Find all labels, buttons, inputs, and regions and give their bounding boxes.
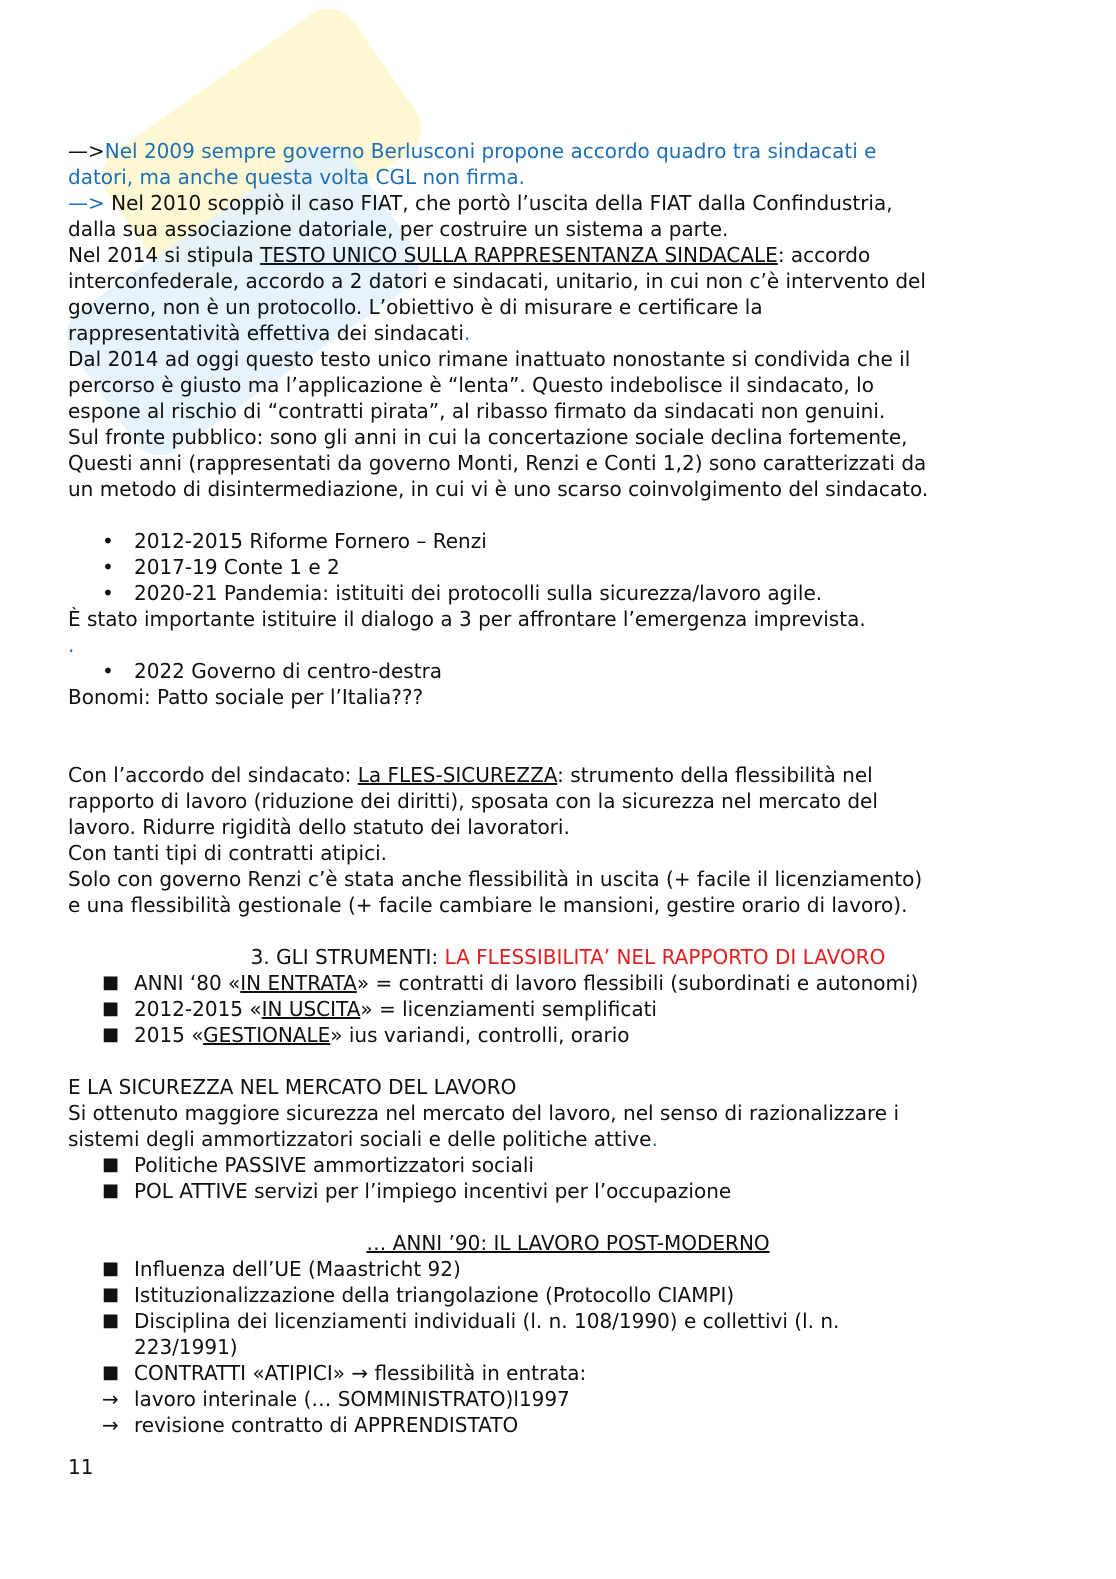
- text-span: Dal 2014 ad oggi questo testo unico rimane inattuato nonostante si condivida che il: [68, 347, 911, 371]
- list-item-text: [102, 1413, 518, 1437]
- list-item: [68, 996, 1068, 1022]
- text-line: [68, 450, 1068, 476]
- text-span: un metodo di disintermediazione, in cui vi è uno scarso coinvolgimento del sindacato.: [68, 477, 929, 501]
- square-bullet-icon: ■: [102, 972, 120, 993]
- text-span: interconfederale, accordo a 2 datori e sindacati, unitario, in cui non c’è intervento del: [68, 269, 926, 293]
- list-item-text: [102, 971, 918, 995]
- dot-bullet-icon: •: [102, 659, 114, 683]
- text-line: [68, 190, 1068, 216]
- text-span: Bonomi: Patto sociale per l’Italia???: [68, 685, 424, 709]
- underlined-text: La FLES-SICUREZZA: [357, 763, 558, 787]
- text-span: datori, ma anche questa volta CGL non firma.: [68, 165, 525, 189]
- text-span: 2022 Governo di centro-destra: [134, 659, 443, 683]
- text-span: percorso è giusto ma l’applicazione è “lenta”. Questo indebolisce il sindacato, lo: [68, 373, 874, 397]
- text-span: Istituzionalizzazione della triangolazione (Protocollo CIAMPI): [134, 1283, 735, 1307]
- text-line: [68, 1074, 1068, 1100]
- text-span: Nel 2014 si stipula: [68, 243, 261, 267]
- text-span: » ius variandi, controlli, orario: [330, 1023, 630, 1047]
- text-line: [68, 606, 1068, 632]
- text-line: [68, 814, 1068, 840]
- text-line: [68, 476, 1068, 502]
- text-span: : accordo: [777, 243, 871, 267]
- text-span: .: [651, 1127, 658, 1151]
- list-item: [68, 1360, 1068, 1386]
- text-line: [68, 684, 1068, 710]
- list-item: [68, 1412, 1068, 1438]
- text-line: [68, 320, 1068, 346]
- text-line: [68, 138, 1068, 164]
- list-item: [68, 528, 1068, 554]
- text-span: » = licenziamenti semplificati: [360, 997, 657, 1021]
- text-span: Con tanti tipi di contratti atipici.: [68, 841, 388, 865]
- text-span: —>: [68, 191, 112, 215]
- underlined-text: TESTO UNICO SULLA RAPPRESENTANZA SINDACALE: [260, 243, 778, 267]
- square-bullet-icon: ■: [102, 1024, 120, 1045]
- dot-bullet-icon: •: [102, 581, 114, 605]
- list-item-text: [102, 1387, 570, 1411]
- text-span: 3. GLI STRUMENTI:: [250, 945, 445, 969]
- list-item: [68, 1308, 1068, 1334]
- text-line: [68, 632, 1068, 658]
- list-item: [68, 1178, 1068, 1204]
- text-span: Politiche PASSIVE ammortizzatori sociali: [134, 1153, 534, 1177]
- list-item-text: [102, 997, 657, 1021]
- text-span: 2012-2015 Riforme Fornero – Renzi: [134, 529, 487, 553]
- underlined-text: IN ENTRATA: [240, 971, 357, 995]
- text-span: Nel 2009 sempre governo Berlusconi propone accordo quadro tra sindacati e: [104, 139, 877, 163]
- text-line: [68, 788, 1068, 814]
- list-item-text: [102, 659, 442, 683]
- text-line: [68, 242, 1068, 268]
- section-heading: [68, 944, 1068, 970]
- square-bullet-icon: ■: [102, 1180, 120, 1201]
- text-span: È stato importante istituire il dialogo a 3 per affrontare l’emergenza imprevista.: [68, 607, 866, 631]
- square-bullet-icon: ■: [102, 998, 120, 1019]
- text-span: rappresentatività effettiva dei sindacati: [68, 321, 464, 345]
- blank-line: [68, 1204, 1068, 1230]
- list-item-text: [102, 1283, 734, 1307]
- text-span: espone al rischio di “contratti pirata”, al ribasso firmato da sindacati non genuini.: [68, 399, 886, 423]
- text-span: 2015 «: [134, 1023, 204, 1047]
- text-span: e una flessibilità gestionale (+ facile cambiare le mansioni, gestire orario di lavoro).: [68, 893, 908, 917]
- text-line: [68, 268, 1068, 294]
- text-line: [68, 164, 1068, 190]
- list-item: [68, 580, 1068, 606]
- text-line: [68, 1126, 1068, 1152]
- list-item-text: [102, 1257, 461, 1281]
- list-item: [68, 1282, 1068, 1308]
- dot-bullet-icon: •: [102, 555, 114, 579]
- text-span: Nel 2010 scoppiò il caso FIAT, che portò l’uscita della FIAT dalla Confindustria,: [111, 191, 893, 215]
- page-content: [68, 138, 1068, 1438]
- list-item: [68, 1152, 1068, 1178]
- underlined-text: IN USCITA: [261, 997, 361, 1021]
- text-span: dalla sua associazione datoriale, per costruire un sistema a parte.: [68, 217, 729, 241]
- list-item-text: [102, 555, 340, 579]
- text-line: [68, 372, 1068, 398]
- text-span: .: [68, 633, 75, 657]
- blank-line: [68, 502, 1068, 528]
- text-line: [68, 346, 1068, 372]
- text-line: [68, 866, 1068, 892]
- text-span: lavoro. Ridurre rigidità dello statuto dei lavoratori.: [68, 815, 570, 839]
- text-span: » = contratti di lavoro flessibili (subordinati e autonomi): [356, 971, 919, 995]
- text-span: Influenza dell’UE (Maastricht 92): [134, 1257, 461, 1281]
- text-span: Con l’accordo del sindacato:: [68, 763, 358, 787]
- section-heading: [68, 1230, 1068, 1256]
- text-span: ANNI ‘80 «: [134, 971, 241, 995]
- text-span: —>: [68, 139, 105, 163]
- list-item: [68, 1022, 1068, 1048]
- list-item: [68, 554, 1068, 580]
- text-span: 223/1991): [134, 1335, 238, 1359]
- list-item: [68, 1386, 1068, 1412]
- underlined-text: GESTIONALE: [203, 1023, 331, 1047]
- text-span: Questi anni (rappresentati da governo Monti, Renzi e Conti 1,2) sono caratterizzati da: [68, 451, 927, 475]
- arrow-bullet-icon: →: [102, 1413, 119, 1437]
- text-span: CONTRATTI «ATIPICI» → flessibilità in entrata:: [134, 1361, 587, 1385]
- list-item-text: [102, 529, 487, 553]
- text-span: rapporto di lavoro (riduzione dei diritti), sposata con la sicurezza nel mercato del: [68, 789, 878, 813]
- blank-line: [68, 918, 1068, 944]
- text-span: : strumento della flessibilità nel: [557, 763, 873, 787]
- text-line: [68, 1100, 1068, 1126]
- list-item-text: [102, 1179, 731, 1203]
- text-span: revisione contratto di APPRENDISTATO: [134, 1413, 519, 1437]
- text-line: [68, 216, 1068, 242]
- text-line: [68, 840, 1068, 866]
- list-item-text: [102, 1335, 238, 1359]
- text-span: .: [463, 321, 471, 345]
- text-line: [68, 892, 1068, 918]
- square-bullet-icon: ■: [102, 1284, 120, 1305]
- text-span: E LA SICUREZZA NEL MERCATO DEL LAVORO: [68, 1075, 517, 1099]
- text-line: [68, 424, 1068, 450]
- text-span: POL ATTIVE servizi per l’impiego incentivi per l’occupazione: [134, 1179, 732, 1203]
- list-item-text: [102, 581, 822, 605]
- text-span: 2017-19 Conte 1 e 2: [134, 555, 340, 579]
- text-span: LA FLESSIBILITA’ NEL RAPPORTO DI LAVORO: [444, 945, 886, 969]
- list-item-text: [102, 1361, 586, 1385]
- blank-line: [68, 1048, 1068, 1074]
- text-line: [68, 294, 1068, 320]
- text-span: Disciplina dei licenziamenti individuali (l. n. 108/1990) e collettivi (l. n.: [134, 1309, 840, 1333]
- underlined-text: … ANNI ’90: IL LAVORO POST-MODERNO: [366, 1231, 770, 1255]
- text-span: 2012-2015 «: [134, 997, 262, 1021]
- text-span: governo, non è un protocollo. L’obiettivo è di misurare e certificare la: [68, 295, 763, 319]
- list-item: [68, 658, 1068, 684]
- text-span: sistemi degli ammortizzatori sociali e delle politiche attive: [68, 1127, 652, 1151]
- text-span: Solo con governo Renzi c’è stata anche flessibilità in uscita (+ facile il licenziamento): [68, 867, 923, 891]
- dot-bullet-icon: •: [102, 529, 114, 553]
- list-item-text: [102, 1023, 630, 1047]
- list-item-text: [102, 1309, 839, 1333]
- text-span: Sul fronte pubblico: sono gli anni in cui la concertazione sociale declina fortemente,: [68, 425, 908, 449]
- blank-line: [68, 710, 1068, 736]
- text-span: lavoro interinale (… SOMMINISTRATO)l1997: [134, 1387, 570, 1411]
- list-item: [68, 970, 1068, 996]
- square-bullet-icon: ■: [102, 1258, 120, 1279]
- list-item: [68, 1334, 1068, 1360]
- blank-line: [68, 736, 1068, 762]
- text-span: 2020-21 Pandemia: istituiti dei protocolli sulla sicurezza/lavoro agile.: [134, 581, 823, 605]
- list-item-text: [102, 1153, 534, 1177]
- square-bullet-icon: ■: [102, 1362, 120, 1383]
- text-line: [68, 398, 1068, 424]
- square-bullet-icon: ■: [102, 1310, 120, 1331]
- list-item: [68, 1256, 1068, 1282]
- text-line: [68, 762, 1068, 788]
- arrow-bullet-icon: →: [102, 1387, 119, 1411]
- page-number: 11: [68, 1455, 94, 1479]
- text-span: Si ottenuto maggiore sicurezza nel mercato del lavoro, nel senso di razionalizzare i: [68, 1101, 900, 1125]
- square-bullet-icon: ■: [102, 1154, 120, 1175]
